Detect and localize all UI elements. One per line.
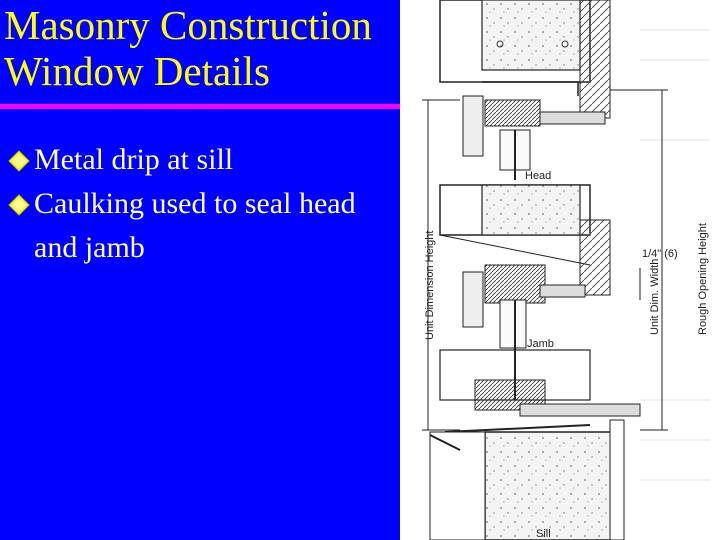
title-line-2: Window Details: [4, 48, 270, 94]
bullet-text: Metal drip at sill: [34, 143, 234, 176]
unit-dim-width-label: Unit Dim. Width: [649, 258, 661, 335]
bullet-diamond-icon: [8, 150, 30, 172]
bullet-item: [6, 182, 396, 270]
title-line-1: Masonry Construction: [4, 2, 372, 48]
bullet-item: [6, 138, 396, 182]
quarter-inch-label: 1/4" (6): [642, 248, 678, 260]
sill-label: Sill: [536, 528, 551, 540]
slide-title: [4, 2, 372, 94]
bullet-text: Caulking used to seal head and jamb: [34, 187, 356, 264]
bullet-diamond-icon: [8, 194, 30, 216]
bullet-list: [6, 138, 396, 270]
head-label: Head: [525, 170, 552, 182]
window-detail-drawing: [400, 0, 720, 540]
unit-dimension-height-label: Unit Dimension Height: [424, 230, 436, 340]
rough-opening-height-label: Rough Opening Height: [697, 223, 709, 335]
section-drawing-svg: [400, 0, 720, 540]
title-divider: [0, 104, 400, 109]
jamb-label: Jamb: [527, 338, 554, 350]
